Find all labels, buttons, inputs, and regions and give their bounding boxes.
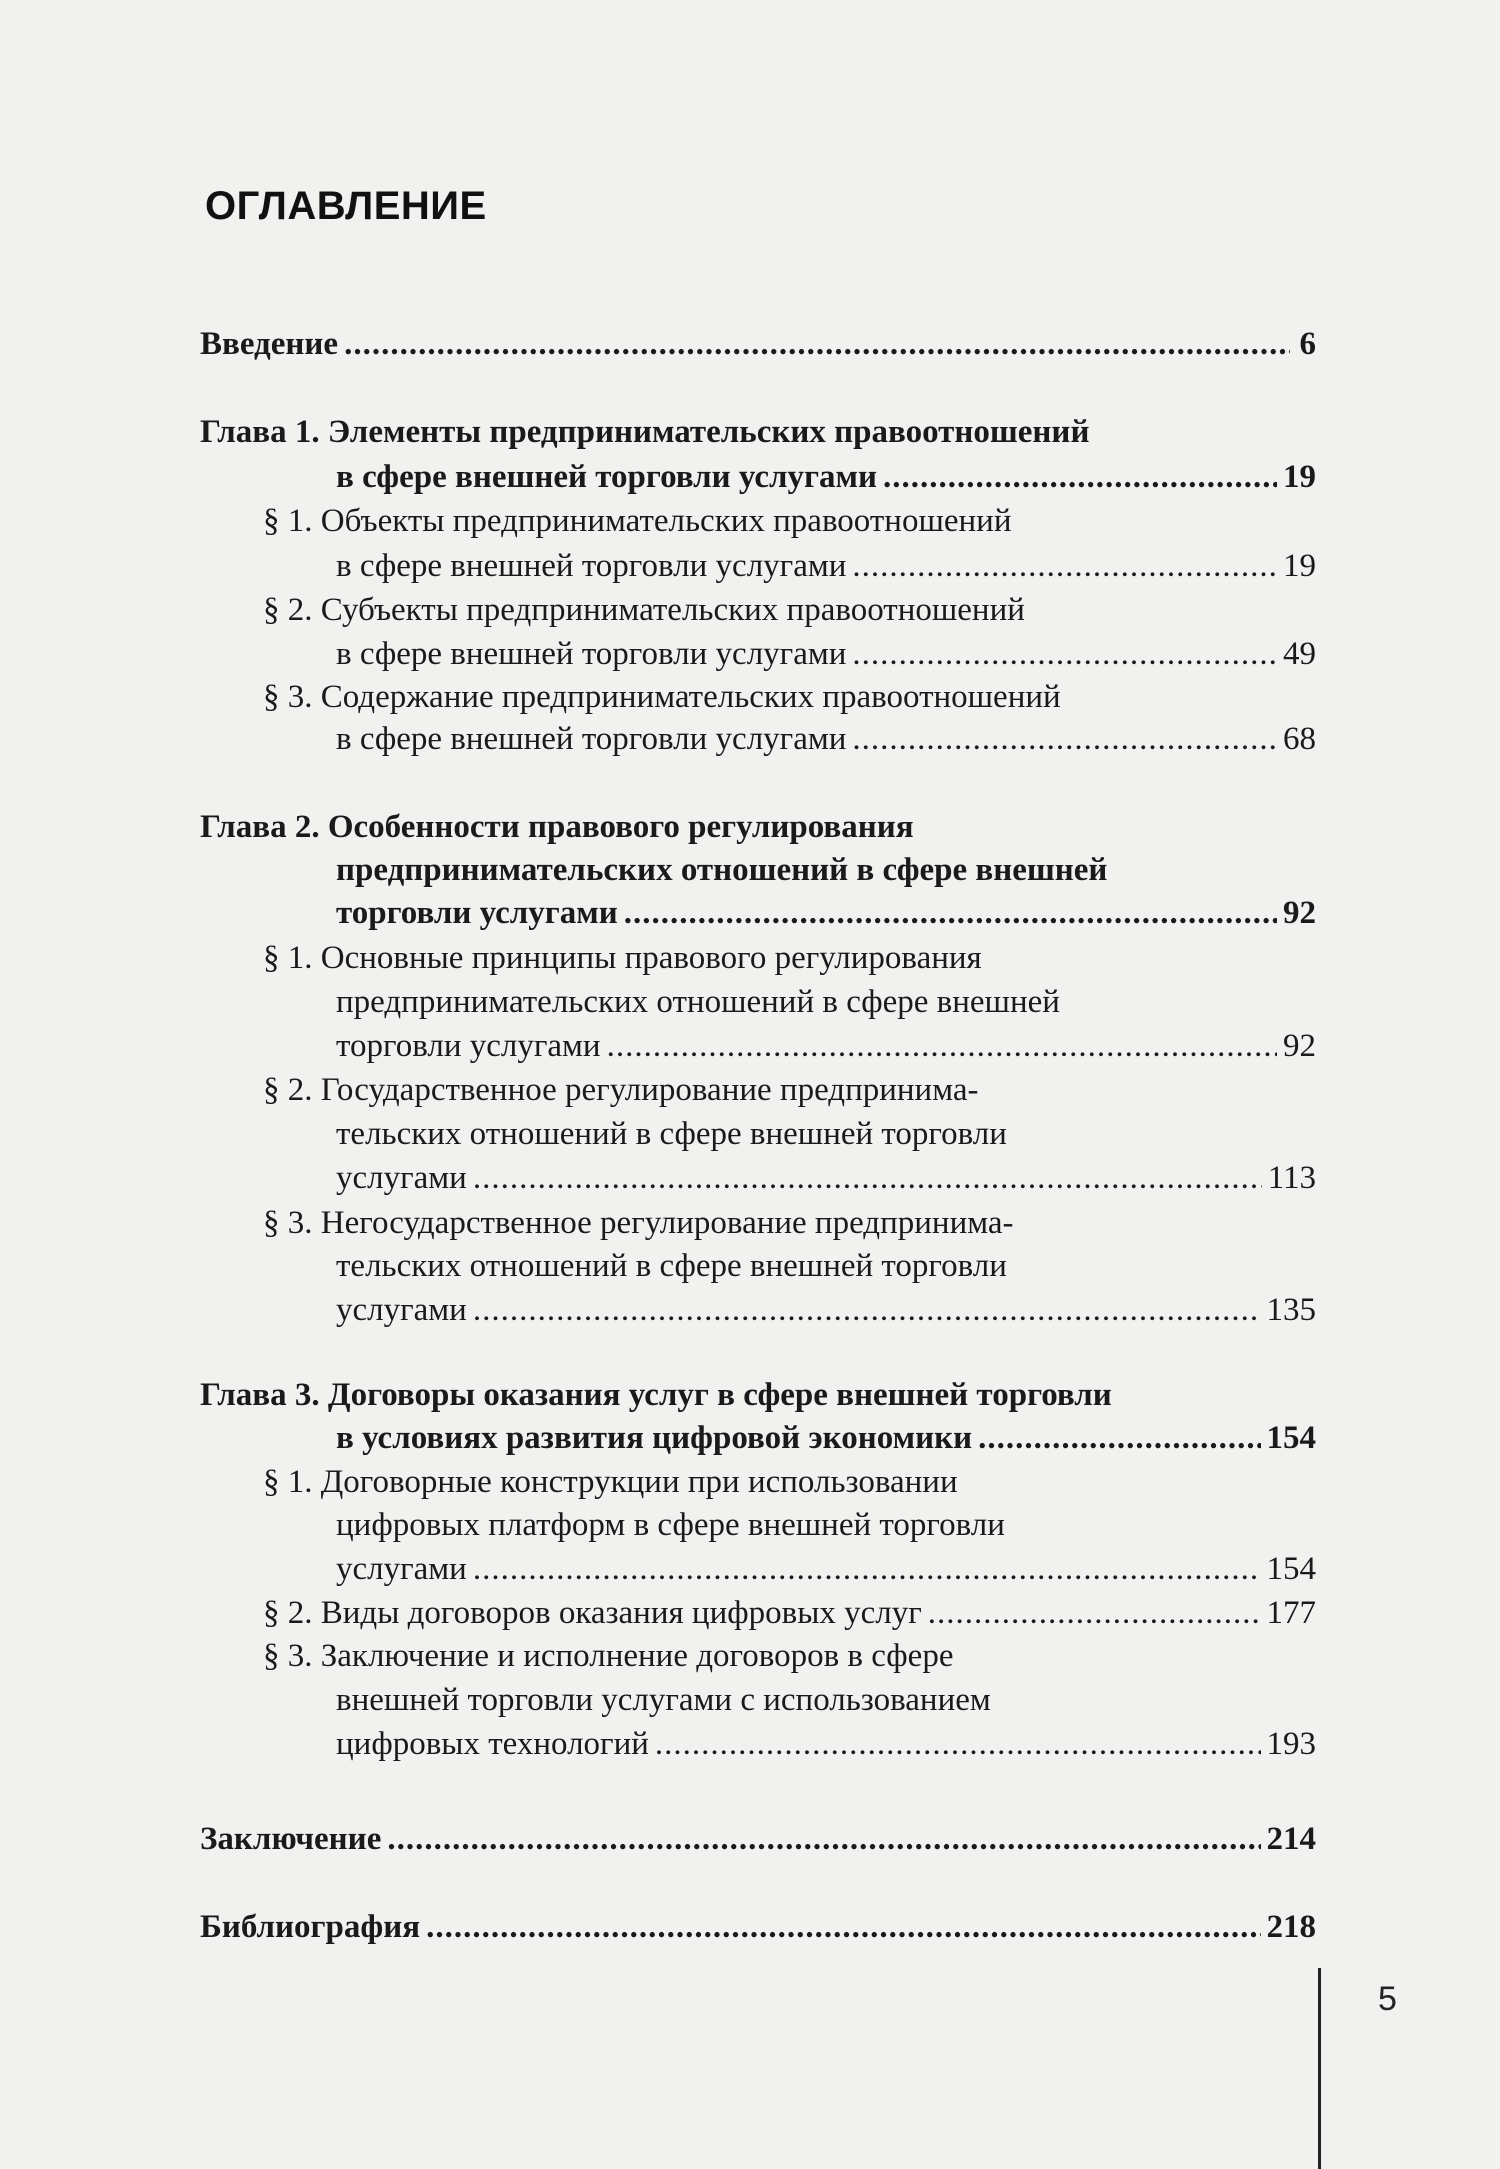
toc-section-2-2-line-1[interactable] — [263, 1068, 1316, 1112]
toc-chapter-3-line-1[interactable] — [200, 1373, 1316, 1417]
toc-chapter-title: в сфере внешней торговли услугами — [336, 459, 878, 495]
toc-section-1-1-line-2[interactable] — [336, 544, 1316, 588]
toc-page-number: 68 — [1283, 721, 1316, 757]
toc-page-number: 19 — [1283, 548, 1316, 584]
toc-section-2-2-line-2[interactable] — [336, 1112, 1316, 1156]
toc-chapter-2-line-1[interactable] — [200, 805, 1316, 849]
toc-section-title: § 1. Объекты предпринимательских правоотношений — [263, 503, 1012, 539]
toc-section-1-2-line-2[interactable] — [336, 632, 1316, 676]
toc-section-title: торговли услугами — [336, 1028, 601, 1064]
toc-page-number: 154 — [1266, 1420, 1316, 1456]
toc-section-title: § 2. Государственное регулирование предпринима- — [263, 1072, 979, 1108]
toc-section-title: § 1. Основные принципы правового регулирования — [263, 940, 982, 976]
toc-section-1-2-line-1[interactable] — [263, 588, 1316, 632]
toc-page-number: 177 — [1266, 1595, 1316, 1631]
toc-chapter-2-line-3[interactable] — [336, 891, 1316, 935]
dot-leader — [928, 1591, 1261, 1635]
toc-section-3-3-line-3[interactable] — [336, 1722, 1316, 1766]
toc-section-title: в сфере внешней торговли услугами — [336, 636, 847, 672]
toc-section-title: § 2. Субъекты предпринимательских правоотношений — [263, 592, 1025, 628]
toc-chapter-title: Глава 1. Элементы предпринимательских правоотношений — [200, 414, 1090, 450]
toc-heading: ОГЛАВЛЕНИЕ — [205, 184, 487, 228]
toc-page-number: 154 — [1266, 1551, 1316, 1587]
toc-section-2-1-line-3[interactable] — [336, 1024, 1316, 1068]
toc-section-1-3-line-1[interactable] — [263, 675, 1316, 719]
toc-page-number: 214 — [1266, 1821, 1316, 1857]
toc-section-title: § 3. Содержание предпринимательских правоотношений — [263, 679, 1061, 715]
toc-section-3-3-line-2[interactable] — [336, 1678, 1316, 1722]
margin-rule — [1318, 1968, 1321, 2169]
toc-section-3-1-line-3[interactable] — [336, 1547, 1316, 1591]
toc-chapter-1-line-2[interactable] — [336, 455, 1316, 499]
dot-leader — [387, 1817, 1260, 1861]
toc-entry-title: Заключение — [200, 1821, 382, 1857]
toc-chapter-2-line-2[interactable] — [336, 848, 1316, 892]
toc-page-number: 92 — [1283, 895, 1316, 931]
toc-entry-conclusion[interactable] — [200, 1817, 1316, 1861]
toc-chapter-title: в условиях развития цифровой экономики — [336, 1420, 973, 1456]
toc-page-number: 113 — [1267, 1160, 1316, 1196]
toc-section-title: § 1. Договорные конструкции при использовании — [263, 1464, 958, 1500]
toc-section-title: § 3. Заключение и исполнение договоров в сфере — [263, 1638, 954, 1674]
dot-leader — [852, 544, 1277, 588]
toc-section-title: в сфере внешней торговли услугами — [336, 548, 847, 584]
dot-leader — [344, 322, 1290, 366]
dot-leader — [852, 717, 1277, 761]
dot-leader — [473, 1156, 1262, 1200]
toc-page-number: 92 — [1283, 1028, 1316, 1064]
toc-chapter-3-line-2[interactable] — [336, 1416, 1316, 1460]
toc-section-1-1-line-1[interactable] — [263, 499, 1316, 543]
toc-section-2-3-line-3[interactable] — [336, 1288, 1316, 1332]
toc-chapter-title: предпринимательских отношений в сфере внешней — [336, 852, 1108, 888]
toc-section-title: цифровых технологий — [336, 1726, 649, 1762]
dot-leader — [473, 1288, 1261, 1332]
toc-section-title: внешней торговли услугами с использованием — [336, 1682, 991, 1718]
toc-section-title: услугами — [336, 1160, 467, 1196]
dot-leader — [852, 632, 1277, 676]
toc-entry-title: Введение — [200, 326, 339, 362]
toc-section-title: тельских отношений в сфере внешней торговли — [336, 1248, 1007, 1284]
toc-section-title: § 2. Виды договоров оказания цифровых услуг — [263, 1595, 922, 1631]
toc-entry-bibliography[interactable] — [200, 1905, 1316, 1949]
toc-entry-introduction[interactable] — [200, 322, 1316, 366]
toc-section-title: предпринимательских отношений в сфере внешней — [336, 984, 1060, 1020]
toc-section-2-3-line-2[interactable] — [336, 1244, 1316, 1288]
toc-section-1-3-line-2[interactable] — [336, 717, 1316, 761]
toc-section-title: услугами — [336, 1292, 467, 1328]
toc-section-2-1-line-1[interactable] — [263, 936, 1316, 980]
toc-page-number: 6 — [1299, 326, 1316, 362]
toc-section-2-2-line-3[interactable] — [336, 1156, 1316, 1200]
toc-section-2-1-line-2[interactable] — [336, 980, 1316, 1024]
toc-section-3-3-line-1[interactable] — [263, 1634, 1316, 1678]
dot-leader — [624, 891, 1277, 935]
toc-chapter-1-line-1[interactable] — [200, 410, 1316, 454]
toc-section-3-2[interactable] — [263, 1591, 1316, 1635]
toc-section-title: в сфере внешней торговли услугами — [336, 721, 847, 757]
toc-chapter-title: Глава 3. Договоры оказания услуг в сфере внешней торговли — [200, 1377, 1112, 1413]
toc-section-3-1-line-1[interactable] — [263, 1460, 1316, 1504]
toc-section-title: § 3. Негосударственное регулирование предпринима- — [263, 1205, 1014, 1241]
toc-page-number: 135 — [1266, 1292, 1316, 1328]
toc-chapter-title: торговли услугами — [336, 895, 618, 931]
toc-section-2-3-line-1[interactable] — [263, 1201, 1316, 1245]
toc-page-number: 218 — [1266, 1909, 1316, 1945]
toc-section-title: услугами — [336, 1551, 467, 1587]
dot-leader — [655, 1722, 1261, 1766]
dot-leader — [978, 1416, 1260, 1460]
toc-section-title: цифровых платформ в сфере внешней торговли — [336, 1507, 1005, 1543]
toc-section-3-1-line-2[interactable] — [336, 1503, 1316, 1547]
toc-entry-title: Библиография — [200, 1909, 421, 1945]
dot-leader — [473, 1547, 1261, 1591]
toc-chapter-title: Глава 2. Особенности правового регулирования — [200, 809, 914, 845]
toc-section-title: тельских отношений в сфере внешней торговли — [336, 1116, 1007, 1152]
dot-leader — [607, 1024, 1277, 1068]
dot-leader — [426, 1905, 1260, 1949]
page-number: 5 — [1378, 1980, 1397, 2018]
toc-page-number: 19 — [1283, 459, 1316, 495]
toc-page-number: 49 — [1283, 636, 1316, 672]
dot-leader — [883, 455, 1277, 499]
toc-page-number: 193 — [1266, 1726, 1316, 1762]
